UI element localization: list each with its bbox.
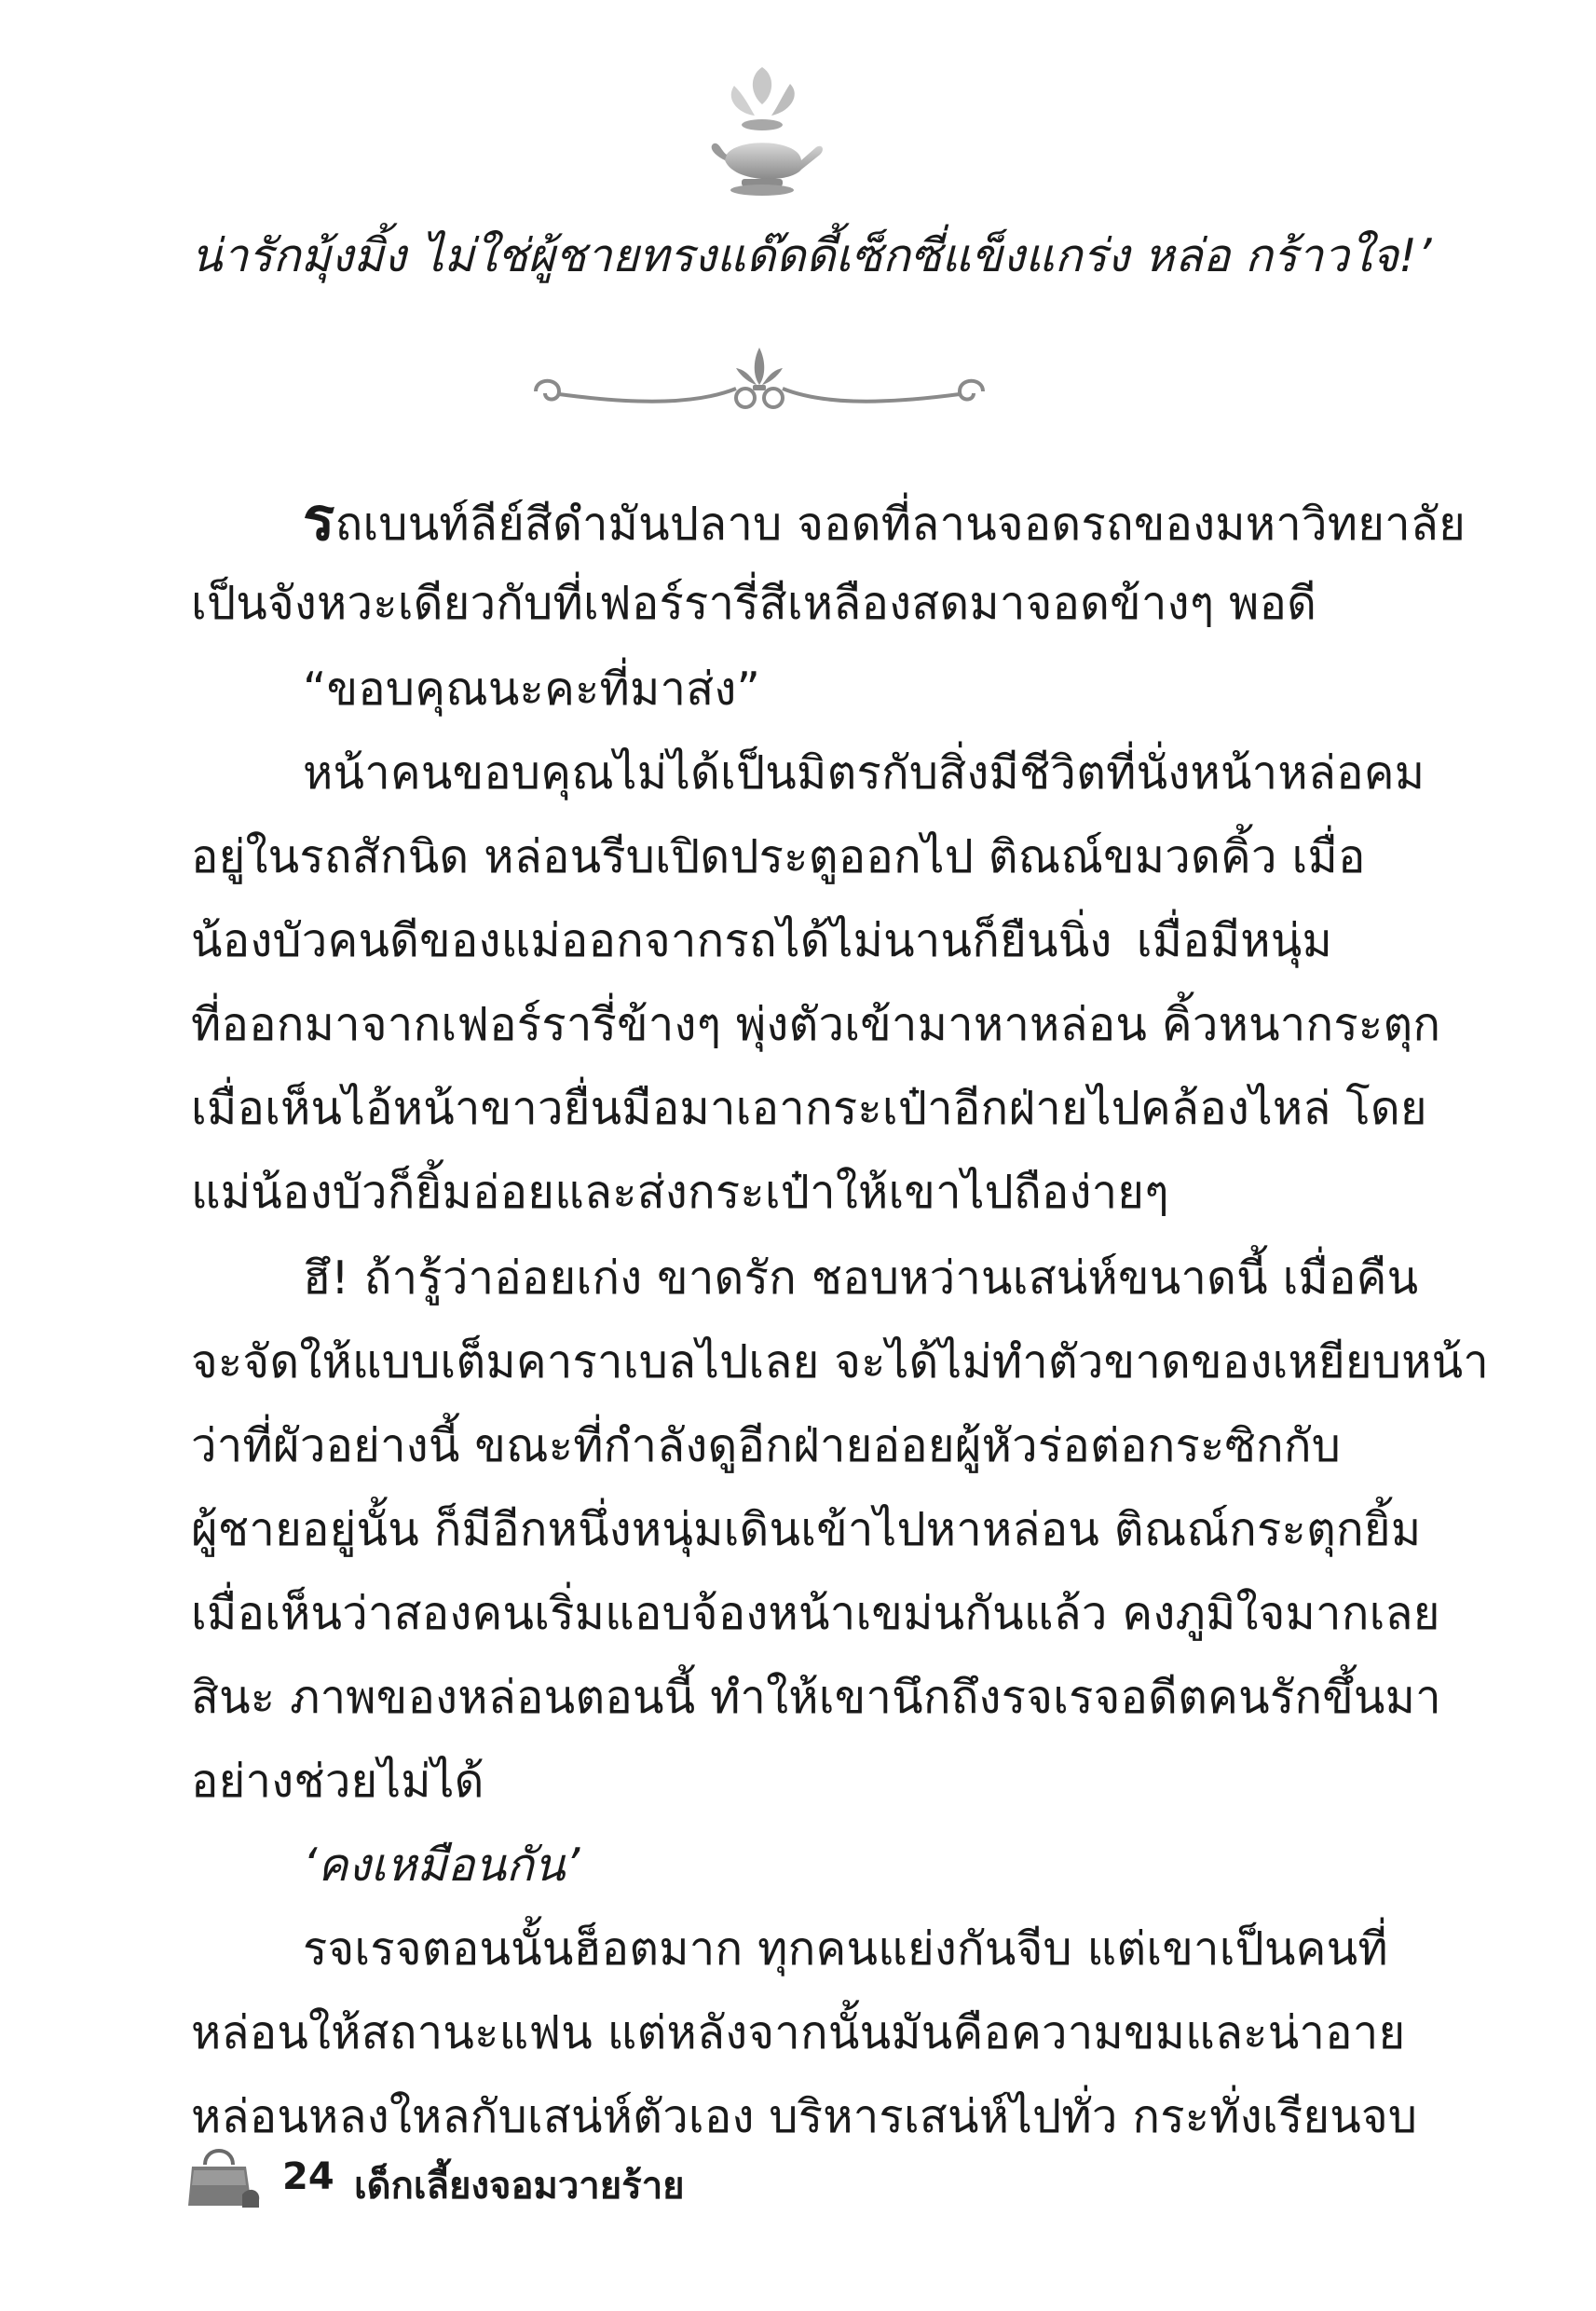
text-line: ว่าที่ผัวอย่างนี้ ขณะที่กำลังดูอีกฝ่ายอ่อยผู้หัวร่อต่อกระซิกกับ: [191, 1419, 1342, 1472]
text-line: อยู่ในรถสักนิด หล่อนรีบเปิดประตูออกไป ติณณ์ขมวดคิ้ว เมื่อ: [191, 830, 1366, 883]
text-line: อย่างช่วยไม่ได้: [191, 1755, 484, 1808]
italic-thought: ‘คงเหมือนกัน’: [303, 1839, 580, 1892]
text-line: “ขอบคุณนะคะที่มาส่ง”: [303, 663, 761, 716]
text-line: แม่น้องบัวก็ยิ้มอ่อยและส่งกระเป๋าให้เขาไปถือง่ายๆ: [191, 1166, 1169, 1219]
text-line: สินะ ภาพของหล่อนตอนนี้ ทำให้เขานึกถึงรจเรจอดีตคนรักขึ้นมา: [191, 1671, 1441, 1724]
text-line: จะจัดให้แบบเต็มคาราเบลไปเลย จะได้ไม่ทำตัวขาดของเหยียบหน้า: [191, 1335, 1490, 1388]
text-line: น้องบัวคนดีของแม่ออกจากรถได้ไม่นานก็ยืนนิ่ง เมื่อมีหนุ่ม: [191, 914, 1332, 967]
text-line: ที่ออกมาจากเฟอร์รารี่ข้างๆ พุ่งตัวเข้ามาหาหล่อน คิ้วหนากระตุก: [191, 998, 1441, 1051]
text-line: รถเบนท์ลีย์สีดำมันปลาบ จอดที่ลานจอดรถของมหาวิทยาลัย: [303, 485, 1466, 554]
text-line: ฮึ! ถ้ารู้ว่าอ่อยเก่ง ขาดรัก ชอบหว่านเสน่ห์ขนาดนี้ เมื่อคืน: [303, 1251, 1419, 1305]
text-line: เป็นจังหวะเดียวกับที่เฟอร์รารี่สีเหลืองสดมาจอดข้างๆ พอดี: [191, 577, 1317, 630]
page-number: 24: [282, 2155, 334, 2198]
page-footer: [184, 2139, 930, 2213]
text-line: ผู้ชายอยู่นั้น ก็มีอีกหนึ่งหนุ่มเดินเข้าไปหาหล่อน ติณณ์กระตุกยิ้ม: [191, 1503, 1422, 1556]
drop-cap: ร: [303, 485, 335, 554]
text-line: เมื่อเห็นไอ้หน้าขาวยื่นมือมาเอากระเป๋าอีกฝ่ายไปคล้องไหล่ โดย: [191, 1082, 1427, 1135]
genie-lamp-icon: [697, 58, 827, 207]
opening-line: น่ารักมุ้งมิ้ง ไม่ใช่ผู้ชายทรงแด๊ดดี้เซ็กซี่แข็งแกร่ง หล่อ กร้าวใจ!’: [191, 229, 1432, 282]
text-line: รจเรจตอนนั้นฮ็อตมาก ทุกคนแย่งกันจีบ แต่เขาเป็นคนที่: [303, 1922, 1388, 1976]
handbag-icon: [184, 2139, 264, 2213]
book-title: เด็กเลี้ยงจอมวายร้าย: [354, 2165, 685, 2208]
text-line: หล่อนให้สถานะแฟน แต่หลังจากนั้นมันคือความขมและน่าอาย: [191, 2006, 1406, 2059]
text-line: หล่อนหลงใหลกับเสน่ห์ตัวเอง บริหารเสน่ห์ไปทั่ว กระทั่งเรียนจบ: [191, 2090, 1418, 2143]
text-line: หน้าคนขอบคุณไม่ได้เป็นมิตรกับสิ่งมีชีวิตที่นั่งหน้าหล่อคม: [303, 746, 1425, 800]
flourish-divider-icon: [512, 340, 1006, 433]
text-line: เมื่อเห็นว่าสองคนเริ่มแอบจ้องหน้าเขม่นกันแล้ว คงภูมิใจมากเลย: [191, 1587, 1440, 1640]
